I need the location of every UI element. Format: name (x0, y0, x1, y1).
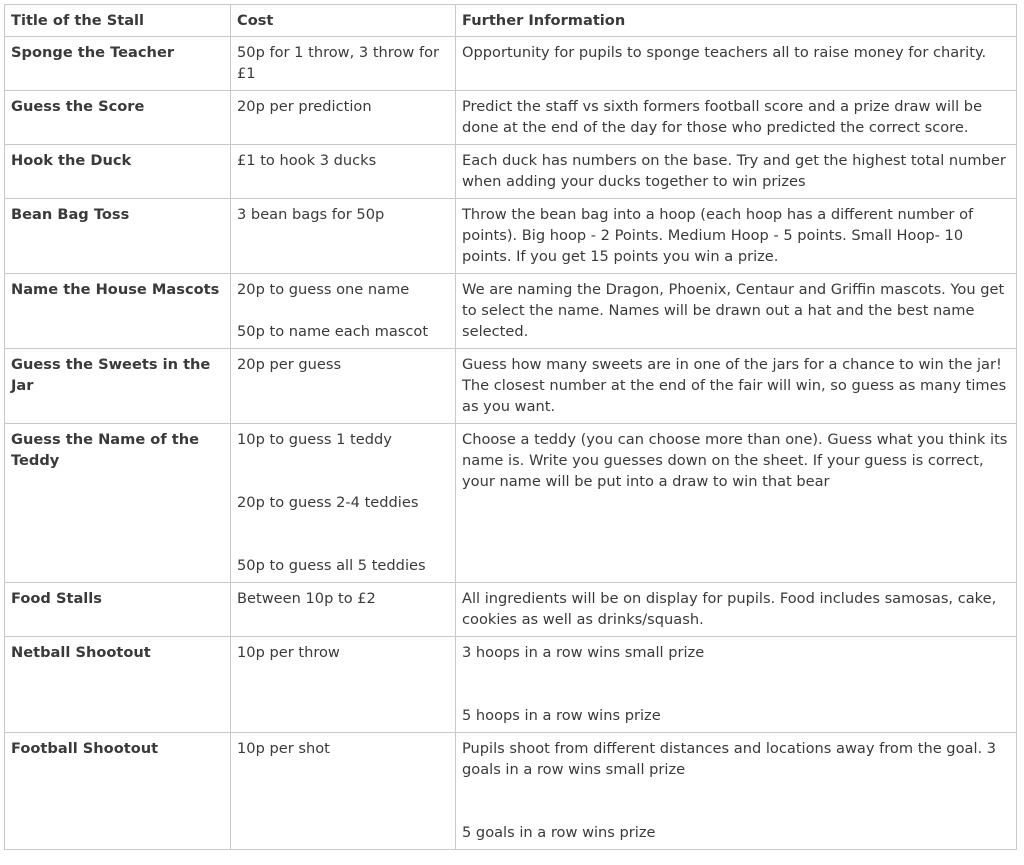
cost-line: 10p to guess 1 teddy (237, 431, 392, 448)
info-line: Pupils shoot from different distances and locations away from the goal. 3 goals in a row wins small prize (462, 740, 1001, 778)
stalls-table (4, 4, 1017, 850)
table-row (5, 274, 1017, 349)
info-line: Choose a teddy (you can choose more than one). Guess what you think its name is. Write you guesses down on the sheet. If your guess is correct, your name will be put into a draw to win that bear (462, 431, 1013, 490)
info-line: Throw the bean bag into a hoop (each hoop has a different number of points). Big hoop - 2 Points. Medium Hoop - 5 points. Small Hoop- 10 points. If you get 15 points you win a prize. (462, 206, 978, 265)
table-row (5, 637, 1017, 733)
stall-info (456, 145, 1017, 199)
info-line: Predict the staff vs sixth formers football score and a prize draw will be done at the end of the day for those who predicted the correct score. (462, 98, 987, 136)
stall-title: Guess the Sweets in the Jar (5, 349, 231, 424)
stall-info (456, 37, 1017, 91)
info-line: Opportunity for pupils to sponge teachers all to raise money for charity. (462, 44, 987, 61)
stall-cost (231, 37, 456, 91)
table-row (5, 424, 1017, 583)
cost-line: 50p for 1 throw, 3 throw for £1 (237, 44, 444, 82)
stall-info (456, 199, 1017, 274)
spacer (237, 300, 449, 321)
cost-line: 3 bean bags for 50p (237, 206, 385, 223)
table-row (5, 733, 1017, 850)
cost-line: 50p to guess all 5 teddies (237, 557, 426, 574)
info-line: 5 hoops in a row wins prize (462, 707, 661, 724)
stall-cost (231, 637, 456, 733)
stall-cost (231, 199, 456, 274)
stall-title: Guess the Score (5, 91, 231, 145)
stall-title: Sponge the Teacher (5, 37, 231, 91)
spacer (462, 663, 1010, 705)
cost-line: 50p to name each mascot (237, 323, 429, 340)
header-row (5, 5, 1017, 37)
stall-info (456, 424, 1017, 583)
stall-info (456, 637, 1017, 733)
stall-title: Bean Bag Toss (5, 199, 231, 274)
table-row (5, 583, 1017, 637)
stall-cost (231, 424, 456, 583)
stall-title: Hook the Duck (5, 145, 231, 199)
table-row (5, 91, 1017, 145)
info-line: All ingredients will be on display for pupils. Food includes samosas, cake, cookies as well as drinks/squash. (462, 590, 1001, 628)
stall-cost (231, 733, 456, 850)
stall-cost (231, 583, 456, 637)
cost-line: 20p per prediction (237, 98, 372, 115)
stall-title: Netball Shootout (5, 637, 231, 733)
stall-info (456, 274, 1017, 349)
cost-line: 10p per throw (237, 644, 340, 661)
info-line: 3 hoops in a row wins small prize (462, 644, 705, 661)
cost-line: 20p to guess 2-4 teddies (237, 494, 419, 511)
stall-cost (231, 274, 456, 349)
info-line: We are naming the Dragon, Phoenix, Centaur and Griffin mascots. You get to select the name. Names will be drawn out a hat and the best name selected. (462, 281, 1009, 340)
stall-cost (231, 349, 456, 424)
table-row (5, 199, 1017, 274)
stall-title: Guess the Name of the Teddy (5, 424, 231, 583)
header-cost: Cost (231, 5, 456, 37)
spacer (237, 513, 449, 555)
header-info: Further Information (456, 5, 1017, 37)
stall-title: Food Stalls (5, 583, 231, 637)
spacer (237, 450, 449, 492)
stall-cost (231, 145, 456, 199)
stall-info (456, 349, 1017, 424)
stall-cost (231, 91, 456, 145)
stall-info (456, 733, 1017, 850)
header-title: Title of the Stall (5, 5, 231, 37)
table-row (5, 145, 1017, 199)
table-row (5, 37, 1017, 91)
cost-line: 10p per shot (237, 740, 330, 757)
table-row (5, 349, 1017, 424)
cost-line: £1 to hook 3 ducks (237, 152, 377, 169)
spacer (462, 780, 1010, 822)
cost-line: Between 10p to £2 (237, 590, 376, 607)
stall-title: Football Shootout (5, 733, 231, 850)
stall-info (456, 91, 1017, 145)
stall-title: Name the House Mascots (5, 274, 231, 349)
stall-info (456, 583, 1017, 637)
info-line: Guess how many sweets are in one of the jars for a chance to win the jar! The closest number at the end of the fair will win, so guess as many times as you want. (462, 356, 1011, 415)
info-line: Each duck has numbers on the base. Try and get the highest total number when adding your ducks together to win prizes (462, 152, 1011, 190)
cost-line: 20p to guess one name (237, 281, 410, 298)
info-line: 5 goals in a row wins prize (462, 824, 656, 841)
cost-line: 20p per guess (237, 356, 342, 373)
